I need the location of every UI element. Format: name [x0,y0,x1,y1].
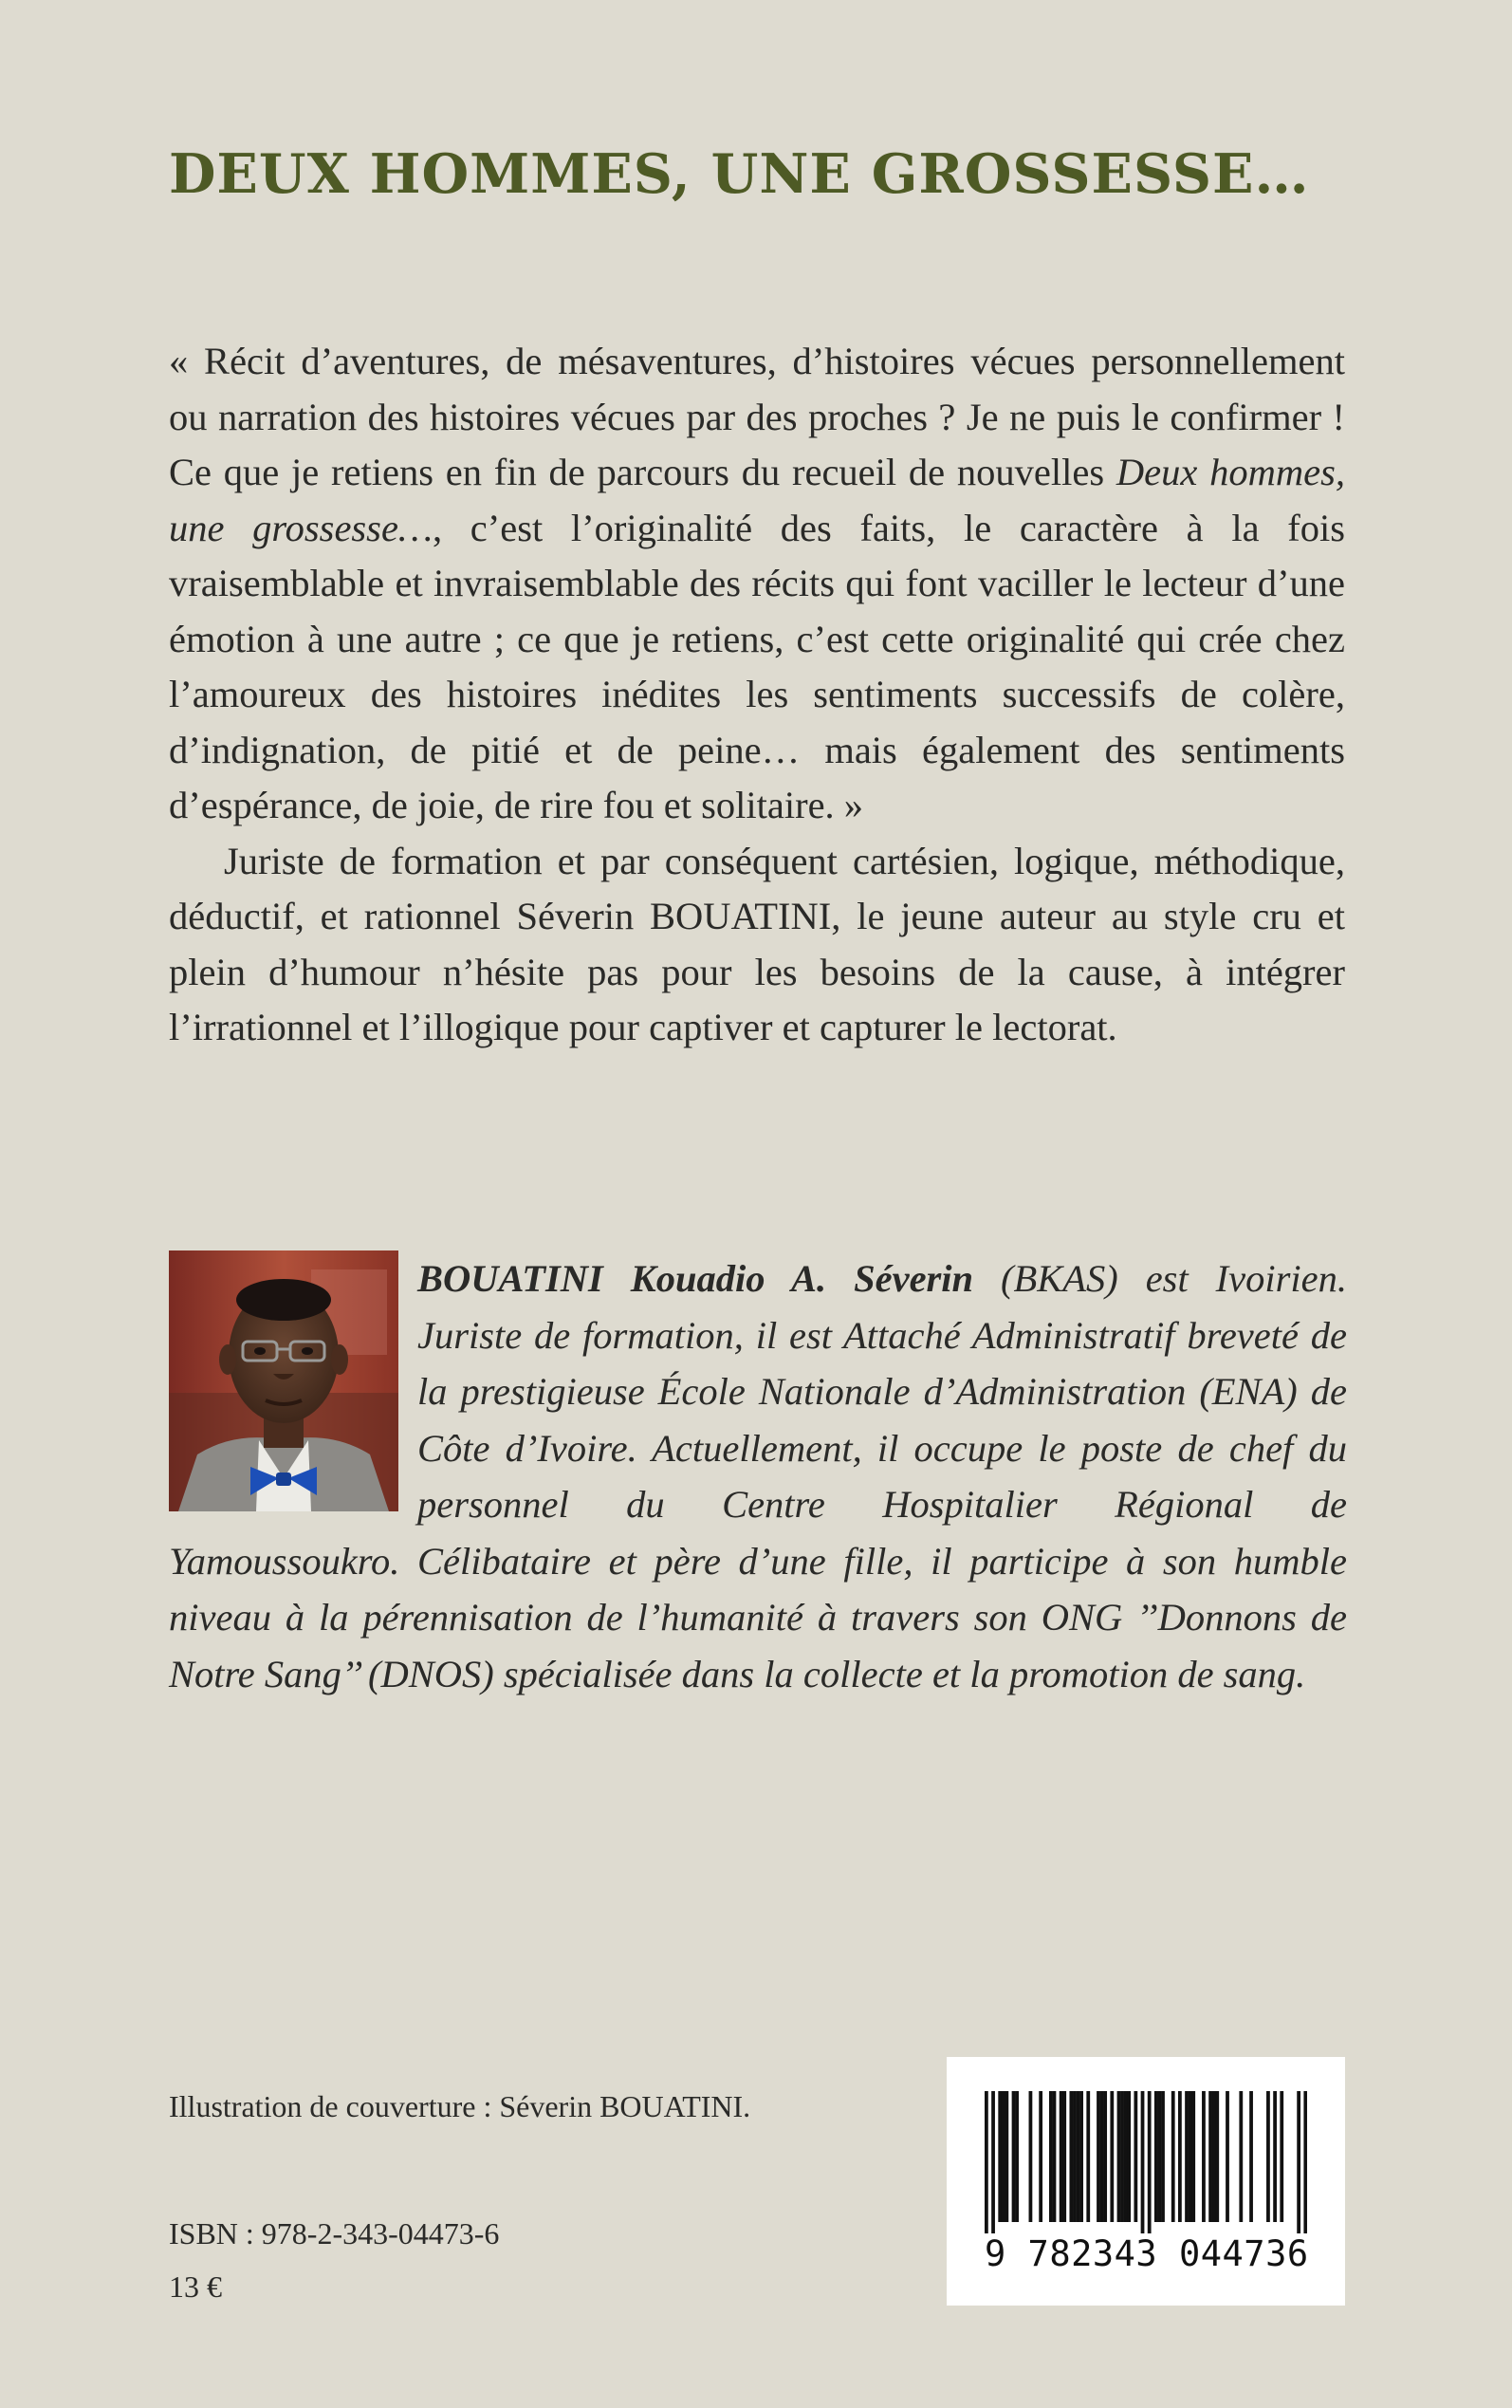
barcode-bar [1134,2091,1137,2222]
barcode-bar [1002,2091,1005,2222]
barcode-guard-bar [985,2091,988,2233]
author-name: BOUATINI Kouadio A. Séverin [417,1257,974,1300]
barcode-bar [1266,2091,1270,2222]
barcode-bar [1053,2091,1057,2222]
book-title: DEUX HOMMES, UNE GROSSESSE… [169,142,1310,206]
barcode-guard-bar [1148,2091,1152,2233]
barcode-bar [1073,2091,1077,2222]
barcode-bar [1189,2091,1192,2222]
barcode-bar [1062,2091,1066,2222]
barcode-bar [1110,2091,1114,2222]
barcode-bars [985,2091,1307,2233]
barcode-bar [1127,2091,1131,2222]
barcode-bar [1208,2091,1212,2222]
barcode-guard-bar [1297,2091,1300,2233]
blurb-quote-book-title: Deux hommes, une grossesse… [169,451,1346,549]
barcode-guard-bar [1303,2091,1307,2233]
author-bio [169,1250,1347,1702]
blurb-quote-part1: « Récit d’aventures, de mésaventures, d’histoires vécues personnellement ou narration des histoires vécues par des proches ? Je ne puis le confirmer ! Ce que je retiens en fin de parcours du recueil de nouvelles [169,340,1345,493]
barcode-bar [1100,2091,1104,2222]
barcode-number: 9 782343 044736 [985,2233,1309,2274]
barcode-bar [1273,2091,1277,2222]
barcode-bar [1117,2091,1121,2222]
barcode-bar [1161,2091,1165,2222]
barcode-bar [1171,2091,1175,2222]
cover-illustration-credit: Illustration de couverture : Séverin BOUATINI. [169,2089,751,2123]
blurb-paragraph-quote [169,334,1345,834]
barcode-bar [1239,2091,1243,2222]
blurb-text [169,334,1345,1056]
barcode-bar [1185,2091,1189,2222]
price-label: 13 € [169,2269,222,2304]
barcode-bar [1120,2091,1124,2222]
barcode-bar [1079,2091,1083,2222]
author-photo [169,1250,398,1511]
barcode-guard-bar [991,2091,995,2233]
barcode-bar [1249,2091,1253,2222]
barcode-bar [1039,2091,1042,2222]
barcode-bar [1005,2091,1008,2222]
barcode-bar [1215,2091,1219,2222]
barcode-bar [1069,2091,1073,2222]
barcode-bar [998,2091,1002,2222]
barcode-bar [1086,2091,1090,2222]
barcode-bar [1029,2091,1033,2222]
barcode-bar [1178,2091,1182,2222]
isbn-label: ISBN : 978-2-343-04473-6 [169,2216,500,2251]
barcode-bar [1124,2091,1128,2222]
barcode-bar [1049,2091,1053,2222]
barcode-bar [1212,2091,1216,2222]
barcode-guard-bar [1141,2091,1145,2233]
blurb-quote-part2: , c’est l’originalité des faits, le caractère à la fois vraisemblable et invraisemblable des récits qui font vaciller le lecteur d’une émotion à une autre ; ce que je retiens, c’est cette originalité qui crée chez l’amoureux des histoires inédites les sentiments successifs de colère, d’indignation, de pitié et de peine… mais également des sentiments d’espérance, de joie, de rire fou et solitaire. » [169,506,1345,826]
barcode-bar [1103,2091,1107,2222]
barcode-bar [1280,2091,1283,2222]
barcode-bar [1015,2091,1019,2222]
barcode-bar [1158,2091,1162,2222]
barcode-bar [1202,2091,1206,2222]
barcode-bar [1060,2091,1063,2222]
author-bio-body: (BKAS) est Ivoirien. Juriste de formation, il est Attaché Administratif breveté de la prestigieuse École Nationale d’Administration (ENA) de Côte d’Ivoire. Actuellement, il occupe le poste de chef du personnel du Centre Hospitalier Régional de Yamoussoukro. Célibataire et père d’une fille, il participe à son humble niveau à la pérennisation de l’humanité à travers son ONG ’’Donnons de Notre Sang’’ (DNOS) spécialisée dans la collecte et la promotion de sang. [169,1257,1347,1695]
barcode-bar [1097,2091,1100,2222]
barcode-bar [1077,2091,1080,2222]
barcode-bar [1012,2091,1016,2222]
barcode-bar [1226,2091,1229,2222]
blurb-paragraph-2: Juriste de formation et par conséquent cartésien, logique, méthodique, déductif, et rationnel Séverin BOUATINI, le jeune auteur au style cru et plein d’humour n’hésite pas pour les besoins de la cause, à intégrer l’irrationnel et l’illogique pour captiver et capturer le lectorat. [169,839,1345,1048]
barcode-bar [1154,2091,1158,2222]
barcode-panel [947,2057,1345,2306]
barcode-bar [1191,2091,1195,2222]
